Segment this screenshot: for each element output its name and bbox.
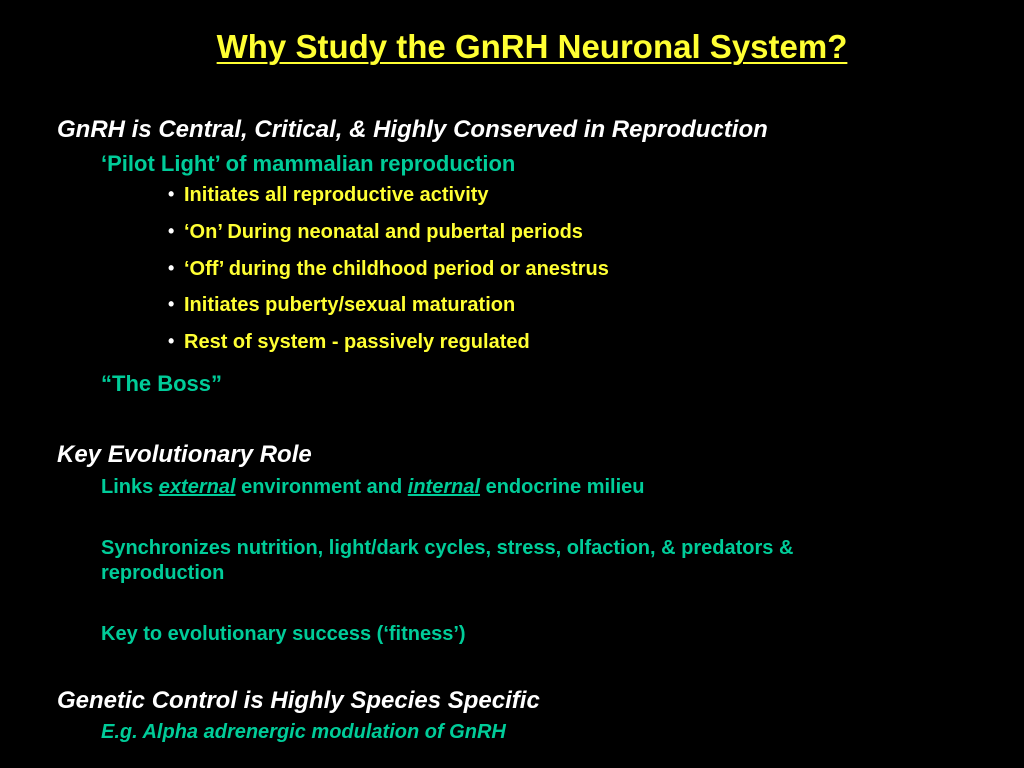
section3-heading: Genetic Control is Highly Species Specific <box>57 687 540 714</box>
key-line: Key to evolutionary success (‘fitness’) <box>101 623 466 645</box>
links-middle: environment and <box>235 476 408 498</box>
bullet-icon: • <box>168 294 175 314</box>
links-prefix: Links <box>101 476 159 498</box>
links-internal: internal <box>407 476 481 498</box>
links-suffix: endocrine milieu <box>480 476 645 498</box>
bullet-text: Initiates all reproductive activity <box>184 184 489 206</box>
bullet-text: Rest of system - passively regulated <box>184 331 530 353</box>
example-line: E.g. Alpha adrenergic modulation of GnRH <box>101 721 506 743</box>
bullet-item <box>168 294 516 317</box>
bullet-text: ‘On’ During neonatal and pubertal periods <box>184 221 583 243</box>
bullet-text: ‘Off’ during the childhood period or anestrus <box>184 258 609 280</box>
links-external: external <box>158 476 236 498</box>
bullet-icon: • <box>168 331 175 351</box>
section1-subheading: ‘Pilot Light’ of mammalian reproduction <box>101 151 516 176</box>
sync-line-2: reproduction <box>101 562 225 584</box>
links-line <box>101 476 645 499</box>
boss-label: “The Boss” <box>101 371 223 396</box>
section1-heading: GnRH is Central, Critical, & Highly Conserved in Reproduction <box>57 116 768 143</box>
bullet-item <box>168 221 583 244</box>
bullet-item <box>168 184 489 207</box>
bullet-text: Initiates puberty/sexual maturation <box>184 294 516 316</box>
slide-title: Why Study the GnRH Neuronal System? <box>216 28 848 65</box>
section2-heading: Key Evolutionary Role <box>57 441 312 468</box>
bullet-icon: • <box>168 221 175 241</box>
bullet-icon: • <box>168 258 175 278</box>
bullet-item <box>168 258 609 281</box>
bullet-icon: • <box>168 184 175 204</box>
bullet-item <box>168 331 530 354</box>
sync-line-1: Synchronizes nutrition, light/dark cycles, stress, olfaction, & predators & <box>101 537 794 559</box>
